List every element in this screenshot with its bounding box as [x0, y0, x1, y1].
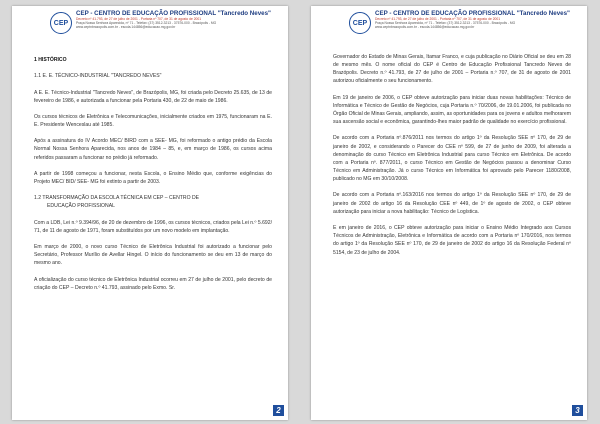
- paragraph: Com a LDB, Lei n.º 9.394/96, de 20 de dezembro de 1996, os cursos técnicos, criados pela Lei n.º 5.692/ 71, de 11 de agosto de 1971, foram substituídos por um novo modelo em implantação.: [34, 219, 272, 234]
- header-address: Praça Nossa Senhora Aparecida, nº 71 - Telefax: (37) 3512-3213 - 37576-000 - Brazópolis - MG: [76, 21, 217, 26]
- header-website: www.ceptnbrazopolis.com.br - escola.144856@educacao.mg.gov.br: [375, 25, 475, 30]
- header-website: www.ceptnbrazopolis.com.br - escola.144856@educacao.mg.gov.br: [76, 25, 176, 30]
- paragraph: A partir de 1998 começou a funcionar, nesta Escola, o Ensino Médio que, conforme exigências do Projeto MEC/ BID/ SEE- MG foi extinto a partir de 2003.: [34, 170, 272, 186]
- paragraph: Em março de 2000, o novo curso Técnico de Eletrônica Industrial foi autorizado a funcionar pelo Secretário, Professor Murílio de Avellar Hingel. O início do funcionamento se deu em 13 de março do mesmo ano.: [34, 244, 272, 267]
- page-number: 2: [273, 405, 284, 416]
- document-page-left: [12, 6, 288, 420]
- school-logo-icon: CEP: [50, 12, 72, 34]
- header-decree: Decreto nº 41.793, de 27 de julho de 2001 - Portaria nº 707, de 31 de agosto de 2001: [76, 17, 202, 21]
- school-logo-icon: CEP: [349, 12, 371, 34]
- paragraph: Em 19 de janeiro de 2006, o CEP obteve autorização para iniciar duas novas habilitações: Técnico de Informática e Técnico de Gestão de Negócios, cuja Portaria n.º 70/2006, de 19.01.2006, foi publicada no Órgão Oficial de Minas Gerais, ampliando, assim, as oportunidades para os jovens e adultos melhorarem sua ascensão social e econômica, garantindo-lhes maior padrão de qualidade no exercício profissional.: [333, 94, 571, 126]
- page-body: [34, 56, 272, 300]
- paragraph: Os cursos técnicos de Eletrônica e Telecomunicações, inicialmente criados em 1975, funcionaram na E. E. Presidente Wenceslau até 1985.: [34, 113, 272, 129]
- page-number: 3: [572, 405, 583, 416]
- paragraph: E em janeiro de 2016, o CEP obteve autorização para iniciar o Ensino Médio Integrado aos Cursos Técnicos de Administração, Eletrônica e Informática de acordo com a Portaria nº 170/2016, nos termos do artigo 1º da Resolução SEE nº 170, de 29 de janeiro de 2002 do artigo 16 da Resolução Federal nº 5154, de 23 de julho de 2004.: [333, 225, 571, 256]
- section-title: 1 HISTÓRICO: [34, 57, 67, 63]
- paragraph: De acordo com a Portaria nº.163/2016 nos termos do artigo 1º da Resolução SEE nº 170, de 29 de janeiro de 2002 do artigo 16 da Resolução CEE nº 449, de 1º de agosto de 2002, o CEP obteve autorização para iniciar a nova habilitação: Técnico de Logística.: [333, 192, 571, 215]
- header-decree: Decreto nº 41.793, de 27 de julho de 2001 - Portaria nº 707, de 31 de agosto de 2001: [375, 17, 501, 21]
- paragraph: Após a assinatura do IV Acordo MEC/ BIRD com a SEE- MG, foi reformado o antigo prédio da Escola Normal Nossa Senhora Aparecida, nos anos de 1984 – 85, e, em março de 1986, os cursos acima referidos passaram a funcionar no prédio já reformado.: [34, 138, 272, 161]
- document-page-right: [311, 6, 587, 420]
- paragraph: A oficialização do curso técnico de Eletrônica Industrial ocorreu em 27 de julho de 2001, pelo decreto de criação do CEP – Decreto n.º 41.793, assinado pelo Exmo. Sr.: [34, 276, 272, 291]
- page-header: [349, 8, 570, 48]
- header-title: CEP - CENTRO DE EDUCAÇÃO PROFISSIONAL "Tancredo Neves": [375, 10, 570, 17]
- paragraph: A E. E. Técnico-Industrial "Tancredo Neves", de Brazópolis, MG, foi criada pelo Decreto 25.635, de 13 de fevereiro de 1986, e autorizada a funcionar pela Portaria 430, de 22 de maio de 1986.: [34, 89, 272, 104]
- page-body: [333, 53, 571, 265]
- subsection-title: 1.1 E. E. TÉCNICO-INDUSTRIAL "TANCREDO NEVES": [34, 73, 162, 80]
- header-address: Praça Nossa Senhora Aparecida, nº 71 - Telefax: (37) 3512-3213 - 37576-000 - Brazópolis - MG: [375, 21, 516, 26]
- paragraph: Governador do Estado de Minas Gerais, Itamar Franco, e cuja publicação no Diário Oficial se deu em 28 de mesmo mês. O nome oficial do CEP é Centro de Educação Profissional Tancredo Neves de Brazópolis. Decreto n.º 41.793, de 27 de julho de 2001 – Portaria n.º 707, de 31 de agosto de 2001 autorizou oficialmente o seu funcionamento.: [333, 54, 571, 85]
- subsection-title: 1.2 TRANSFORMAÇÃO DA ESCOLA TÉCNICA EM CEP – CENTRO DE EDUCAÇÃO PROFISSIONAL: [34, 195, 200, 210]
- paragraph: De acordo com a Portaria nº.876/2011 nos termos do artigo 1º da Resolução SEE nº 170, de 29 de janeiro de 2002, e considerando o Parecer do CEE nº 599, de 27 de junho de 2009, foi alterada a denominação do curso Técnico em Eletrônica Industrial para curso Técnico em Eletrônica. De acordo com a Portaria nº. 877/2011, o curso Técnico em Gestão de Negócios passou a denominar Curso Técnico em Administração. Já o curso Técnico em Informática foi aprovado pelo Parecer 1180/2008, publicado no MG em 30/10/2008.: [333, 135, 571, 183]
- page-header: [50, 8, 271, 48]
- header-title: CEP - CENTRO DE EDUCAÇÃO PROFISSIONAL "Tancredo Neves": [76, 10, 271, 17]
